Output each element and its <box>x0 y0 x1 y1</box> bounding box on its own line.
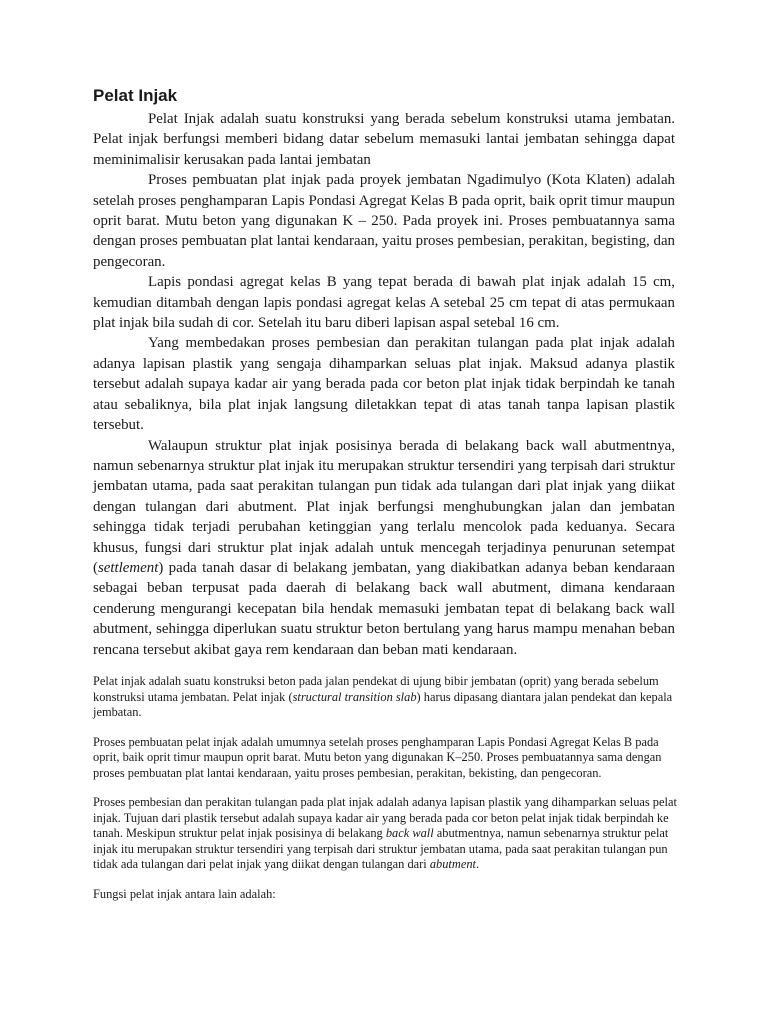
paragraph-text: Walaupun struktur plat injak posisinya berada di belakang back wall abutmentnya, namun sebenarnya struktur plat injak itu merupakan struktur tersendiri yang terpisah dari struktur jembatan utama, pada saat perakitan tulangan pun tidak ada tulangan dari plat injak yang diikat dengan tulangan dari abutment. Plat injak berfungsi menghubungkan jalan dan jembatan sehingga tidak terjadi perubahan ketinggian yang terlalu mencolok pada keduanya. Secara khusus, fungsi dari struktur plat injak adalah untuk mencegah terjadinya penurunan setempat ( <box>93 437 675 576</box>
paragraph-text: Proses pembesian dan perakitan tulangan pada plat injak adalah adanya lapisan plastik yang dihamparkan seluas pelat injak. Tujuan dari plastik tersebut adalah supaya kadar air yang berada pada cor beton pelat injak tidak berpindah ke tanah. Meskipun struktur pelat injak posisinya di belakang <box>93 795 677 840</box>
paragraph-process: Proses pembuatan plat injak pada proyek jembatan Ngadimulyo (Kota Klaten) adalah setelah proses penghamparan Lapis Pondasi Agregat Kelas B pada oprit, baik oprit timur maupun oprit barat. Mutu beton yang digunakan K – 250. Pada proyek ini. Proses pembuatannya sama dengan proses pembuatan plat lantai kendaraan, yaitu proses pembesian, perakitan, begisting, dan pengecoran. <box>93 172 675 270</box>
secondary-body <box>93 674 678 902</box>
paragraph-text: ) harus dipasang diantara jalan pendekat dan kepala jembatan. <box>93 689 673 719</box>
paragraph-text: . <box>475 857 480 871</box>
paragraph-plastic-layer: Yang membedakan proses pembesian dan perakitan tulangan pada plat injak adalah adanya lapisan plastik yang sengaja dihamparkan seluas plat injak. Maksud adanya plastik tersebut adalah supaya kadar air yang berada pada cor beton plat injak tidak berpindah ke tanah atau sebaliknya, bila plat injak langsung diletakkan tepat di atas tanah tanpa lapisan plastik tersebut. <box>93 335 675 434</box>
italic-term: back wall <box>385 826 434 840</box>
small-paragraph-reinforcement <box>93 795 678 873</box>
paragraph-structure-function <box>93 436 675 660</box>
paragraph-text: Pelat injak adalah suatu konstruksi beton pada jalan pendekat di ujung bibir jembatan (oprit) yang berada sebelum konstruksi utama jembatan. Pelat injak ( <box>93 674 659 704</box>
document-title: Pelat Injak <box>93 86 178 105</box>
paragraph-definition: Pelat Injak adalah suatu konstruksi yang berada sebelum konstruksi utama jembatan. Pelat injak berfungsi memberi bidang datar sebelum memasuki lantai jembatan sehingga dapat meminimalisir kerusakan pada lantai jembatan <box>93 111 675 168</box>
paragraph-text: ) pada tanah dasar di belakang jembatan, yang diakibatkan adanya beban kendaraan sebagai beban terpusat pada daerah di belakang back wall abutment, dimana kendaraan cenderung mengurangi kecepatan bila hendak memasuki jembatan tepat di belakang back wall abutment, sehingga diperlukan suatu struktur beton bertulang yang harus mampu menahan beban rencana tersebut akibat gaya rem kendaraan dan beban mati kendaraan. <box>93 559 675 658</box>
small-paragraph-functions-heading: Fungsi pelat injak antara lain adalah: <box>93 886 276 901</box>
paragraph-foundation-layers: Lapis pondasi agregat kelas B yang tepat berada di bawah plat injak adalah 15 cm, kemudian ditambah dengan lapis pondasi agregat kelas A setebal 25 cm tepat di atas permukaan plat injak bila sudah di cor. Setelah itu baru diberi lapisan aspal setebal 16 cm. <box>93 274 675 332</box>
italic-term: settlement <box>97 559 159 576</box>
italic-term: abutment <box>429 857 476 871</box>
small-paragraph-process: Proses pembuatan pelat injak adalah umumnya setelah proses penghamparan Lapis Pondasi Agregat Kelas B pada oprit, baik oprit timur maupun oprit barat. Mutu beton yang digunakan K–250. Proses pembuatannya sama dengan proses pembuatan plat lantai kendaraan, yaitu proses pembesian, perakitan, bekisting, dan pengecoran. <box>93 734 662 780</box>
paragraph-text: abutmentnya, namun sebenarnya struktur pelat injak itu merupakan struktur tersendiri yang terpisah dari struktur jembatan utama, pada saat perakitan tulangan pun tidak ada tulangan dari pelat injak yang diikat dengan tulangan dari <box>93 826 669 871</box>
italic-term: structural transition slab <box>292 689 417 704</box>
small-paragraph-definition <box>93 674 678 721</box>
main-body <box>93 109 675 660</box>
